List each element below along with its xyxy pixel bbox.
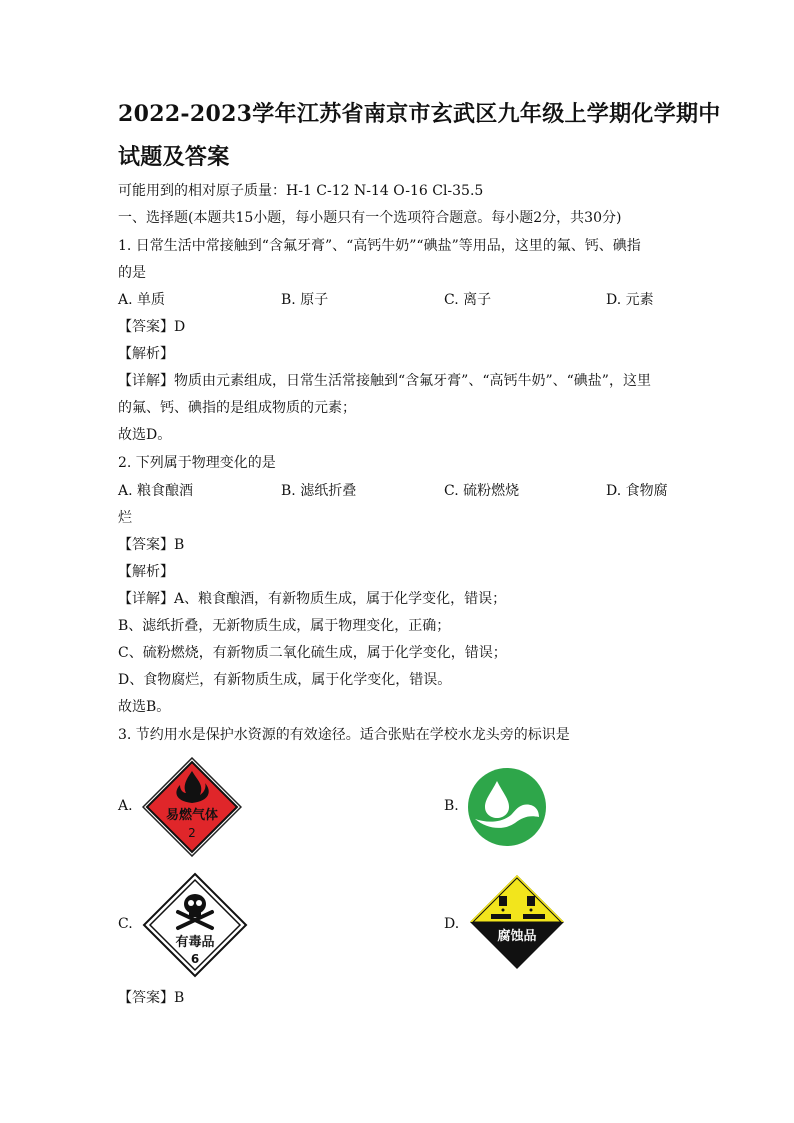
q3-stem: 3. 节约用水是保护水资源的有效途径。适合张贴在学校水龙头旁的标识是 xyxy=(118,727,570,743)
sign-a-label: 易燃气体 xyxy=(165,808,219,823)
q3-answer-value: B xyxy=(174,990,185,1006)
q1-option-b: B. 原子 xyxy=(281,292,329,308)
doc-title-line1: 2022-2023学年江苏省南京市玄武区九年级上学期化学期中 xyxy=(118,101,721,127)
atomic-mass-note: 可能用到的相对原子质量：H-1 C-12 N-14 O-16 Cl-35.5 xyxy=(118,183,484,199)
q2-detail-line1 xyxy=(118,588,506,608)
q2-analysis-label: 【解析】 xyxy=(118,564,174,580)
section1-header: 一、选择题(本题共15小题，每小题只有一个选项符合题意。每小题2分，共30分) xyxy=(118,210,622,226)
q1-option-c: C. 离子 xyxy=(444,292,492,308)
q1-detail-line2: 的氟、钙、碘指的是组成物质的元素； xyxy=(118,400,356,416)
detail-label: 【详解】 xyxy=(118,373,174,389)
toxic-substance-sign-icon xyxy=(142,872,248,978)
q2-answer-value: B xyxy=(174,537,185,553)
sign-c-number: 6 xyxy=(190,952,200,966)
q3-option-d-letter: D. xyxy=(444,916,460,932)
q2-detail-line2: B、滤纸折叠，无新物质生成，属于物理变化，正确； xyxy=(118,618,451,634)
q1-conclusion: 故选D。 xyxy=(118,427,172,443)
q2-option-c: C. 硫粉燃烧 xyxy=(444,483,520,499)
q1-analysis-label: 【解析】 xyxy=(118,346,174,362)
flammable-gas-sign-icon xyxy=(142,757,242,857)
sign-d-label: 腐蚀品 xyxy=(497,929,537,944)
doc-title-line2: 试题及答案 xyxy=(118,144,230,170)
answer-label: 【答案】 xyxy=(118,537,174,553)
q1-detail-line1 xyxy=(118,370,651,390)
q1-option-a: A. 单质 xyxy=(118,292,166,308)
q1-stem-line2: 的是 xyxy=(118,265,146,281)
q1-option-d: D. 元素 xyxy=(606,292,654,308)
q1-stem-line1: 1. 日常生活中常接触到“含氟牙膏”、“高钙牛奶”“碘盐”等用品，这里的氟、钙、碘指 xyxy=(118,238,641,254)
sign-a-number: 2 xyxy=(188,826,196,840)
q2-option-d: D. 食物腐 xyxy=(606,483,668,499)
q2-option-a: A. 粮食酿酒 xyxy=(118,483,194,499)
q2-detail-text: A、粮食酿酒，有新物质生成，属于化学变化，错误； xyxy=(174,591,507,607)
water-saving-sign-icon xyxy=(467,767,547,847)
detail-label: 【详解】 xyxy=(118,591,174,607)
answer-label: 【答案】 xyxy=(118,990,174,1006)
q3-answer xyxy=(118,987,184,1007)
q3-option-c-letter: C. xyxy=(118,916,133,932)
sign-c-label: 有毒品 xyxy=(175,935,215,950)
q2-conclusion: 故选B。 xyxy=(118,699,171,715)
q1-detail-text: 物质由元素组成，日常生活常接触到“含氟牙膏”、“高钙牛奶”、“碘盐”，这里 xyxy=(174,373,651,389)
corrosive-substance-sign-icon xyxy=(469,874,565,970)
q1-answer-value: D xyxy=(174,319,186,335)
q2-answer xyxy=(118,534,184,554)
q2-option-b: B. 滤纸折叠 xyxy=(281,483,357,499)
q2-detail-line3: C、硫粉燃烧，有新物质二氧化硫生成，属于化学变化，错误； xyxy=(118,645,507,661)
answer-label: 【答案】 xyxy=(118,319,174,335)
q2-option-d-wrap: 烂 xyxy=(118,510,132,526)
q2-detail-line4: D、食物腐烂，有新物质生成，属于化学变化，错误。 xyxy=(118,672,452,688)
q2-stem: 2. 下列属于物理变化的是 xyxy=(118,455,276,471)
q3-option-a-letter: A. xyxy=(118,798,133,814)
q1-answer xyxy=(118,316,185,336)
q3-option-b-letter: B. xyxy=(444,798,459,814)
